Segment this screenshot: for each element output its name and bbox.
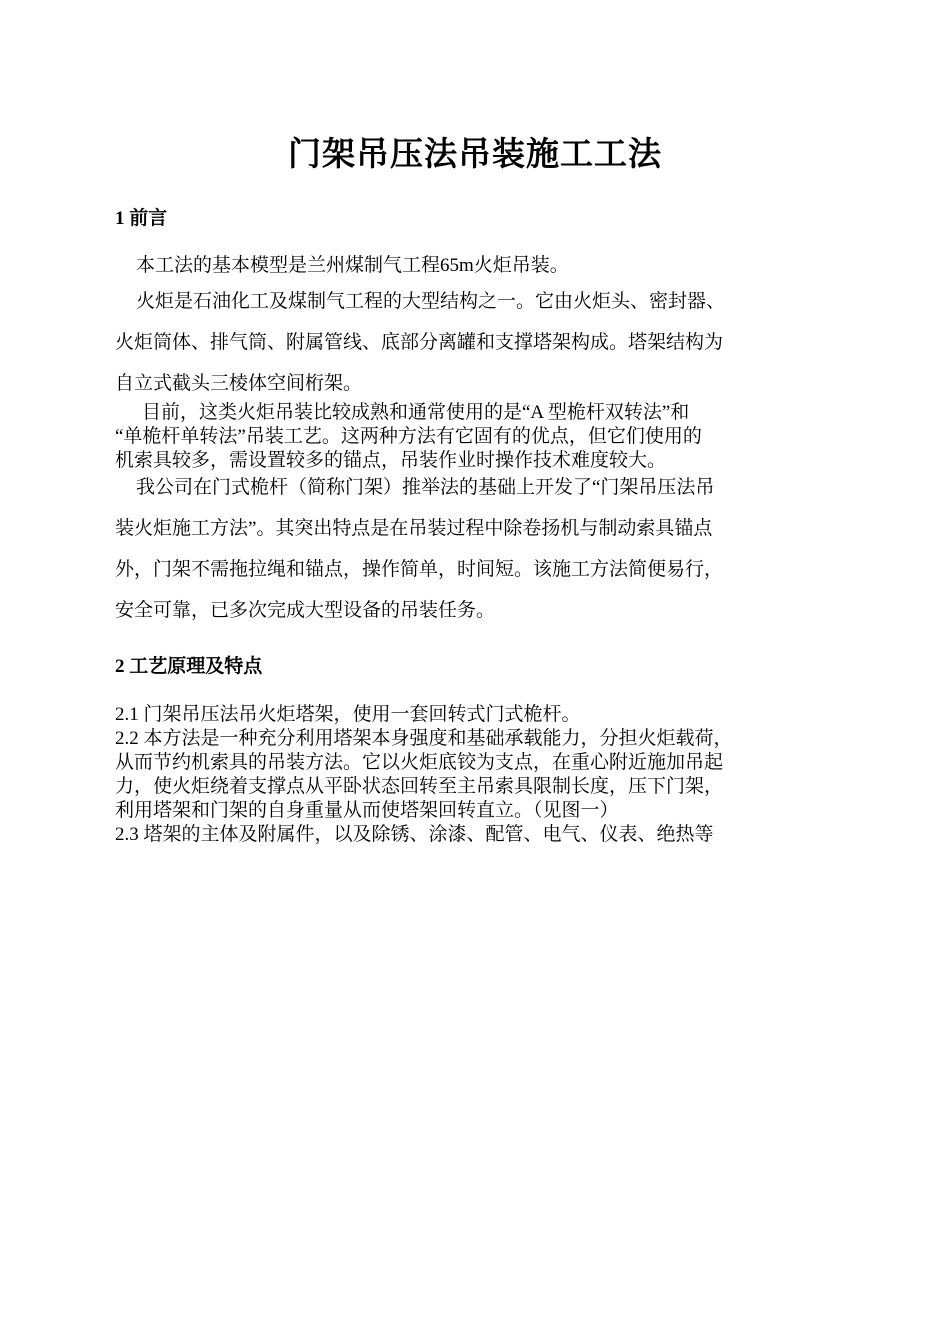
paragraph-line: 目前，这类火炬吊装比较成熟和通常使用的是“A 型桅杆双转法”和 — [142, 402, 690, 423]
paragraph-current-methods — [115, 401, 845, 473]
list-item: 2.2 本方法是一种充分利用塔架本身强度和基础承载能力，分担火炬载荷， — [115, 728, 733, 749]
paragraph-intro — [115, 245, 845, 286]
list-item: 2.3 塔架的主体及附属件，以及除锈、涂漆、配管、电气、仪表、绝热等 — [115, 824, 714, 845]
section-heading-preface: 1 前言 — [115, 208, 168, 229]
paragraph-line: 装火炬施工方法”。其突出特点是在吊装过程中除卷扬机与制动索具锚点 — [115, 518, 713, 539]
document-title: 门架吊压法吊装施工工法 — [288, 137, 662, 173]
paragraph-line: 力，使火炬绕着支撑点从平卧状态回转至主吊索具限制长度，压下门架， — [115, 776, 724, 797]
paragraph-flare-description — [115, 281, 845, 404]
paragraph-company-method — [115, 467, 845, 631]
paragraph-principle-items — [115, 703, 845, 847]
paragraph-line: 我公司在门式桅杆（简称门架）推举法的基础上开发了“门架吊压法吊 — [136, 477, 715, 498]
section-heading-principle: 2 工艺原理及特点 — [115, 656, 263, 677]
paragraph-line: “单桅杆单转法”吊装工艺。这两种方法有它固有的优点，但它们使用的 — [115, 426, 702, 447]
paragraph-line: 本工法的基本模型是兰州煤制气工程65m火炬吊装。 — [136, 255, 569, 276]
paragraph-line: 机索具较多，需设置较多的锚点，吊装作业时操作技术难度较大。 — [115, 450, 667, 471]
paragraph-line: 利用塔架和门架的自身重量从而使塔架回转直立。（见图一） — [115, 800, 619, 821]
paragraph-line: 安全可靠，已多次完成大型设备的吊装任务。 — [115, 600, 496, 621]
paragraph-line: 火炬是石油化工及煤制气工程的大型结构之一。它由火炬头、密封器、 — [136, 291, 726, 312]
paragraph-line: 自立式截头三棱体空间桁架。 — [115, 373, 363, 394]
paragraph-line: 外，门架不需拖拉绳和锚点，操作简单，时间短。该施工方法简便易行， — [115, 559, 724, 580]
paragraph-line: 从而节约机索具的吊装方法。它以火炬底铰为支点，在重心附近施加吊起 — [115, 752, 724, 773]
list-item: 2.1 门架吊压法吊火炬塔架，使用一套回转式门式桅杆。 — [115, 704, 581, 725]
paragraph-line: 火炬筒体、排气筒、附属管线、底部分离罐和支撑塔架构成。塔架结构为 — [115, 332, 724, 353]
